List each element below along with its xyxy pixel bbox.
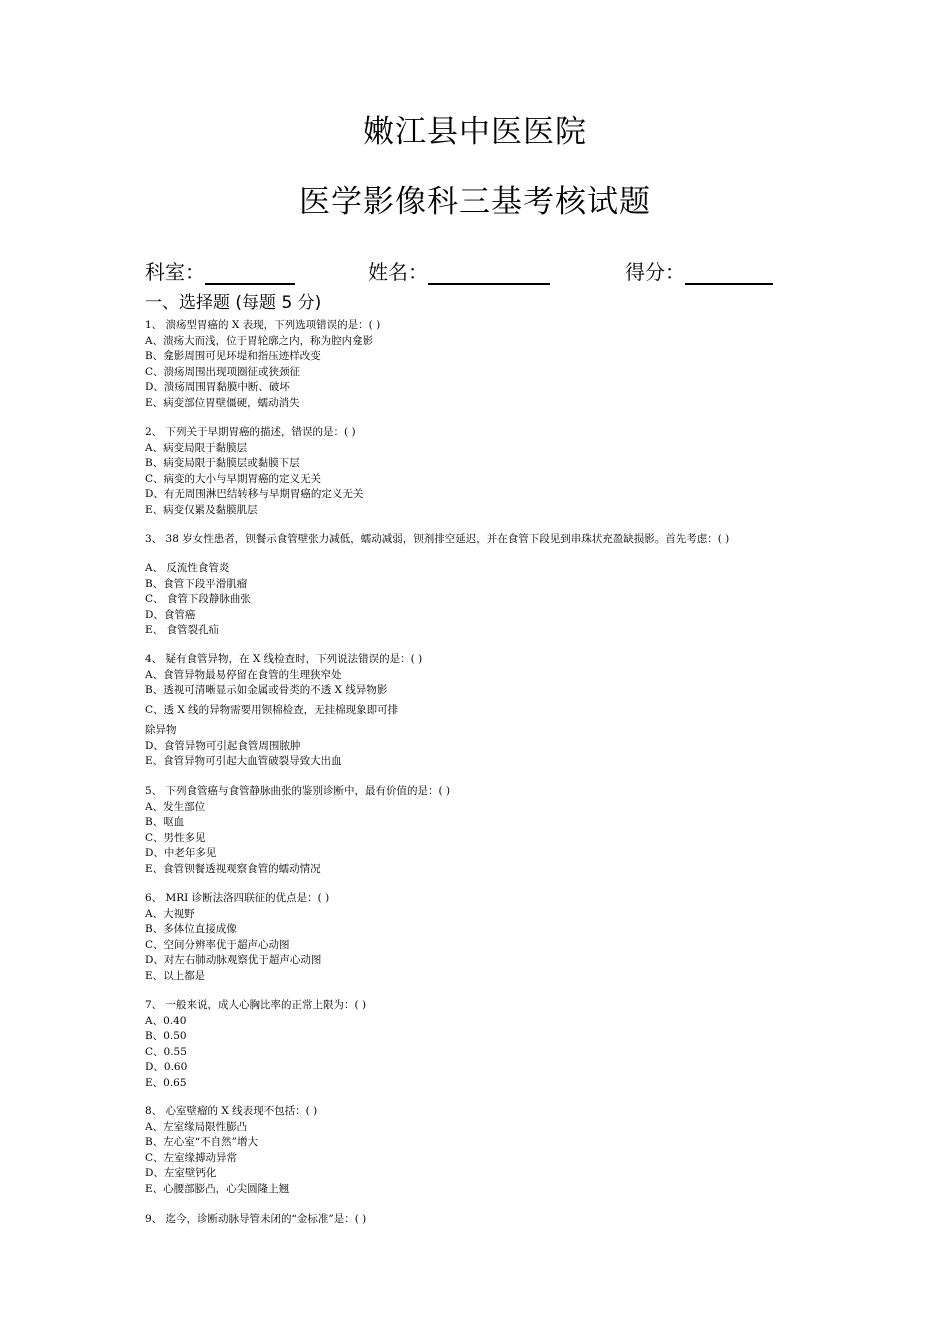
option-a: A、病变局限于黏膜层 [145,441,248,454]
option-c: C、 食管下段静脉曲张 [145,593,251,605]
question-2 [145,425,845,518]
question-6 [145,891,845,984]
option-c: C、男性多见 [145,831,206,844]
option-e: E、以上都是 [145,969,206,982]
department-field [145,256,295,285]
question-stem: 5、 下列食管癌与食管静脉曲张的鉴别诊断中，最有价值的是：( ) [145,785,451,797]
option-d: D、食管癌 [145,608,196,621]
question-8 [145,1104,845,1197]
question-4-options-cont [145,703,845,719]
option-a: A、食管异物最易停留在食管的生理狭窄处 [145,668,342,681]
option-c-continued: 除异物 [145,724,177,736]
option-e: E、心腰部膨凸，心尖圆隆上翘 [145,1182,290,1195]
option-b: B、左心室“不自然”增大 [145,1136,258,1148]
question-stem: 2、 下列关于早期胃癌的描述，错误的是：( ) [145,426,356,438]
option-a: A、 反流性食管炎 [145,562,230,574]
question-stem: 3、 38 岁女性患者，钡餐示食管壁张力减低，蠕动减弱，钡剂排空延迟，并在食管下段见到串珠状充盈缺损影。首先考虑：( ) [145,533,730,545]
option-c: C、左室缘搏动异常 [145,1151,238,1164]
question-4-options-rest [145,723,845,770]
option-a: A、左室缘局限性膨凸 [145,1120,248,1133]
department-label: 科室： [145,260,205,284]
question-stem: 8、 心室壁瘤的 X 线表现不包括：( ) [145,1105,318,1117]
option-b: B、0.50 [145,1030,187,1042]
option-e: E、食管异物可引起大血管破裂导致大出血 [145,755,342,767]
option-a: A、发生部位 [145,800,206,813]
option-d: D、食管异物可引起食管周围脓肿 [145,739,301,752]
option-c: C、病变的大小与早期胃癌的定义无关 [145,472,322,485]
question-3-options [145,561,845,639]
question-4 [145,652,845,699]
option-b: B、食管下段平滑肌瘤 [145,577,248,590]
score-field [625,256,773,285]
exam-title: 医学影像科三基考核试题 [299,184,651,220]
option-e: E、病变部位胃壁僵硬，蠕动消失 [145,396,300,409]
info-fields [145,256,795,286]
option-d: D、中老年多见 [145,847,217,859]
question-stem: 7、 一般来说，成人心胸比率的正常上限为：( ) [145,999,367,1011]
option-d: D、对左右肺动脉观察优于超声心动图 [145,954,322,966]
option-b: B、呕血 [145,816,185,828]
name-label: 姓名： [368,260,428,284]
score-label: 得分： [625,260,685,284]
option-c: C、透 X 线的异物需要用钡棉检查，无挂棉现象即可排 [145,704,399,716]
option-c: C、0.55 [145,1045,187,1058]
section-heading: 一、选择题 (每题 5 分) [145,293,322,313]
option-e: E、0.65 [145,1076,187,1089]
question-stem: 9、 迄今，诊断动脉导管未闭的“金标准”是：( ) [145,1213,367,1225]
hospital-title: 嫩江县中医医院 [363,114,587,150]
name-blank-line [428,261,550,285]
option-c: C、溃疡周围出现项圈征或狭颈征 [145,365,301,378]
question-stem: 4、 疑有食管异物，在 X 线检查时，下列说法错误的是：( ) [145,653,423,665]
option-d: D、左室壁钙化 [145,1167,217,1179]
option-a: A、溃疡大而浅，位于胃轮廓之内，称为腔内龛影 [145,334,374,347]
question-9 [145,1212,845,1228]
option-b: B、多体位直接成像 [145,923,237,935]
option-b: B、病变局限于黏膜层或黏膜下层 [145,457,300,469]
option-e: E、 食管裂孔疝 [145,624,220,636]
option-c: C、空间分辨率优于超声心动图 [145,938,290,951]
option-d: D、0.60 [145,1061,188,1073]
option-d: D、有无周围淋巴结转移与早期胃癌的定义无关 [145,488,364,500]
question-stem: 1、 溃疡型胃癌的 X 表现，下列选项错误的是：( ) [145,319,381,331]
question-3 [145,532,845,548]
question-5 [145,784,845,877]
question-1 [145,318,845,411]
option-a: A、0.40 [145,1014,187,1027]
option-d: D、溃疡周围胃黏膜中断、破坏 [145,381,290,393]
option-b: B、龛影周围可见环堤和指压迹样改变 [145,350,321,362]
question-7 [145,998,845,1091]
score-blank-line [685,261,773,285]
option-e: E、食管钡餐透视观察食管的蠕动情况 [145,862,321,875]
question-stem: 6、 MRI 诊断法洛四联征的优点是：( ) [145,892,330,904]
option-b: B、透视可清晰显示如金属或骨类的不透 X 线异物影 [145,684,388,696]
option-e: E、病变仅累及黏膜肌层 [145,503,258,516]
department-blank-line [205,261,295,285]
option-a: A、大视野 [145,907,195,920]
name-field [368,256,550,285]
